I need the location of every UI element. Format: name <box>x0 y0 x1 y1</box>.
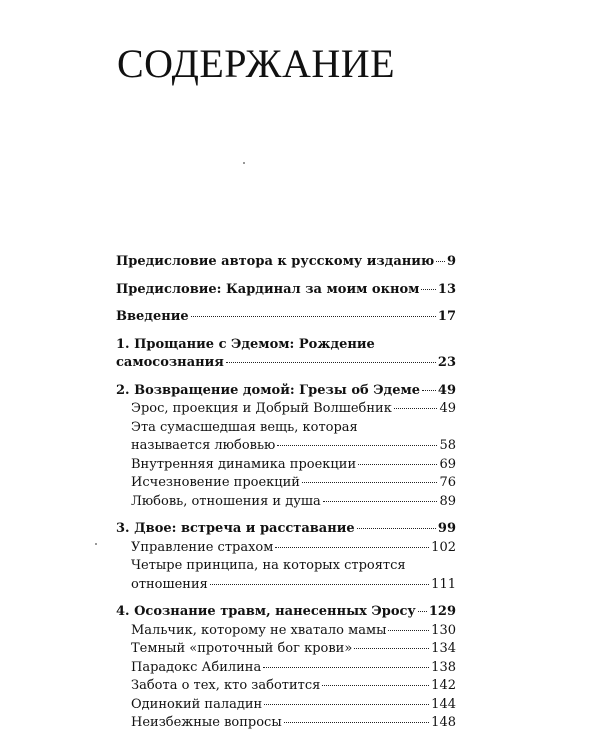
toc-entry[interactable] <box>116 253 456 272</box>
toc-entry[interactable] <box>116 640 456 659</box>
toc-entry[interactable] <box>116 456 456 475</box>
toc-entry[interactable] <box>116 474 456 493</box>
toc-entry[interactable] <box>116 308 456 327</box>
toc-entry[interactable] <box>116 622 456 641</box>
dot-leader <box>226 362 436 363</box>
toc-entry-title-line: Эта сумасшедшая вещь, которая <box>131 419 358 435</box>
toc-entry[interactable] <box>116 659 456 678</box>
toc-entry[interactable] <box>116 677 456 696</box>
dot-leader <box>302 482 437 483</box>
toc-page-number: 58 <box>439 438 456 453</box>
toc-page-number: 9 <box>446 254 456 269</box>
dot-leader <box>263 667 429 668</box>
toc-entry-title: Парадокс Абилина <box>131 659 262 675</box>
toc-page-number: 76 <box>439 475 456 490</box>
toc-entry-title-line: 1. Прощание с Эдемом: Рождение <box>116 336 375 352</box>
toc-page-number: 148 <box>431 715 456 730</box>
toc-entry[interactable] <box>116 437 456 456</box>
toc-entry-title: называется любовью <box>131 438 276 453</box>
toc-entry-title: Управление страхом <box>131 539 274 555</box>
toc-entry-title: Эрос, проекция и Добрый Волшебник <box>131 401 392 416</box>
toc-entry-title: Внутренняя динамика проекции <box>131 456 357 472</box>
table-of-contents <box>116 253 456 742</box>
toc-entry[interactable] <box>116 520 456 539</box>
dot-leader <box>284 722 429 723</box>
toc-entry[interactable] <box>116 603 456 622</box>
toc-entry[interactable] <box>116 539 456 558</box>
toc-page-number: 129 <box>428 604 456 619</box>
toc-page-number: 49 <box>437 382 456 398</box>
dot-leader <box>388 630 429 631</box>
dot-leader <box>323 501 438 502</box>
toc-entry[interactable] <box>116 281 456 300</box>
toc-entry-title: Введение <box>116 309 189 324</box>
toc-entry-title: Одинокий паладин <box>131 696 263 712</box>
toc-page-number: 142 <box>431 678 456 693</box>
toc-page-number: 130 <box>431 622 456 638</box>
dot-leader <box>421 289 435 290</box>
dot-leader <box>354 648 429 649</box>
dot-leader <box>275 547 429 548</box>
toc-entry-title-line: Четыре принципа, на которых строятся <box>131 558 406 573</box>
page-title: СОДЕРЖАНИЕ <box>117 41 396 86</box>
toc-entry[interactable] <box>116 696 456 715</box>
dot-leader <box>322 685 429 686</box>
toc-page-number: 144 <box>431 696 456 712</box>
toc-page-number: 13 <box>437 281 456 297</box>
print-speck <box>243 162 245 164</box>
toc-entry[interactable] <box>116 382 456 401</box>
toc-section <box>116 336 456 373</box>
toc-entry-title: Забота о тех, кто заботится <box>131 678 321 693</box>
toc-entry-title: Предисловие автора к русскому изданию <box>116 254 435 269</box>
toc-entry-title: 2. Возвращение домой: Грезы об Эдеме <box>116 382 421 398</box>
toc-entry-title: 4. Осознание травм, нанесенных Эросу <box>116 604 416 619</box>
toc-page-number: 138 <box>431 659 456 675</box>
toc-page-number: 111 <box>431 576 456 592</box>
dot-leader <box>264 704 429 705</box>
dot-leader <box>394 408 438 409</box>
toc-entry[interactable] <box>116 400 456 419</box>
toc-page-number: 23 <box>437 355 456 370</box>
dot-leader <box>422 390 436 391</box>
toc-page-number: 99 <box>437 521 456 536</box>
toc-entry-title: Любовь, отношения и душа <box>131 493 321 509</box>
dot-leader <box>210 584 429 585</box>
toc-section <box>116 520 456 594</box>
toc-entry-title: Мальчик, которому не хватало мамы <box>131 622 387 638</box>
toc-page-number: 69 <box>439 456 456 472</box>
toc-section <box>116 603 456 733</box>
toc-entry[interactable] <box>116 714 456 733</box>
toc-entry-title: Предисловие: Кардинал за моим окном <box>116 281 420 297</box>
toc-section <box>116 308 456 327</box>
toc-page-number: 89 <box>439 493 456 509</box>
dot-leader <box>418 611 427 612</box>
toc-entry-title: самосознания <box>116 355 224 370</box>
toc-entry[interactable] <box>116 493 456 512</box>
toc-page-number: 49 <box>439 401 456 416</box>
toc-page-number: 134 <box>431 641 456 656</box>
dot-leader <box>191 316 436 317</box>
toc-section <box>116 382 456 512</box>
toc-entry[interactable] <box>116 576 456 595</box>
toc-page-number: 102 <box>431 539 456 555</box>
toc-entry-title: Исчезновение проекций <box>131 475 300 490</box>
dot-leader <box>277 445 437 446</box>
toc-entry[interactable] <box>116 354 456 373</box>
dot-leader <box>436 261 445 262</box>
print-speck <box>95 543 97 545</box>
toc-entry-title: Темный «проточный бог крови» <box>131 641 353 656</box>
toc-entry-title: отношения <box>131 576 208 592</box>
toc-entry-title: Неизбежные вопросы <box>131 715 282 730</box>
toc-page-number: 17 <box>437 309 456 324</box>
dot-leader <box>358 464 437 465</box>
toc-entry-title: 3. Двое: встреча и расставание <box>116 521 355 536</box>
dot-leader <box>357 528 436 529</box>
toc-section <box>116 281 456 300</box>
toc-section <box>116 253 456 272</box>
